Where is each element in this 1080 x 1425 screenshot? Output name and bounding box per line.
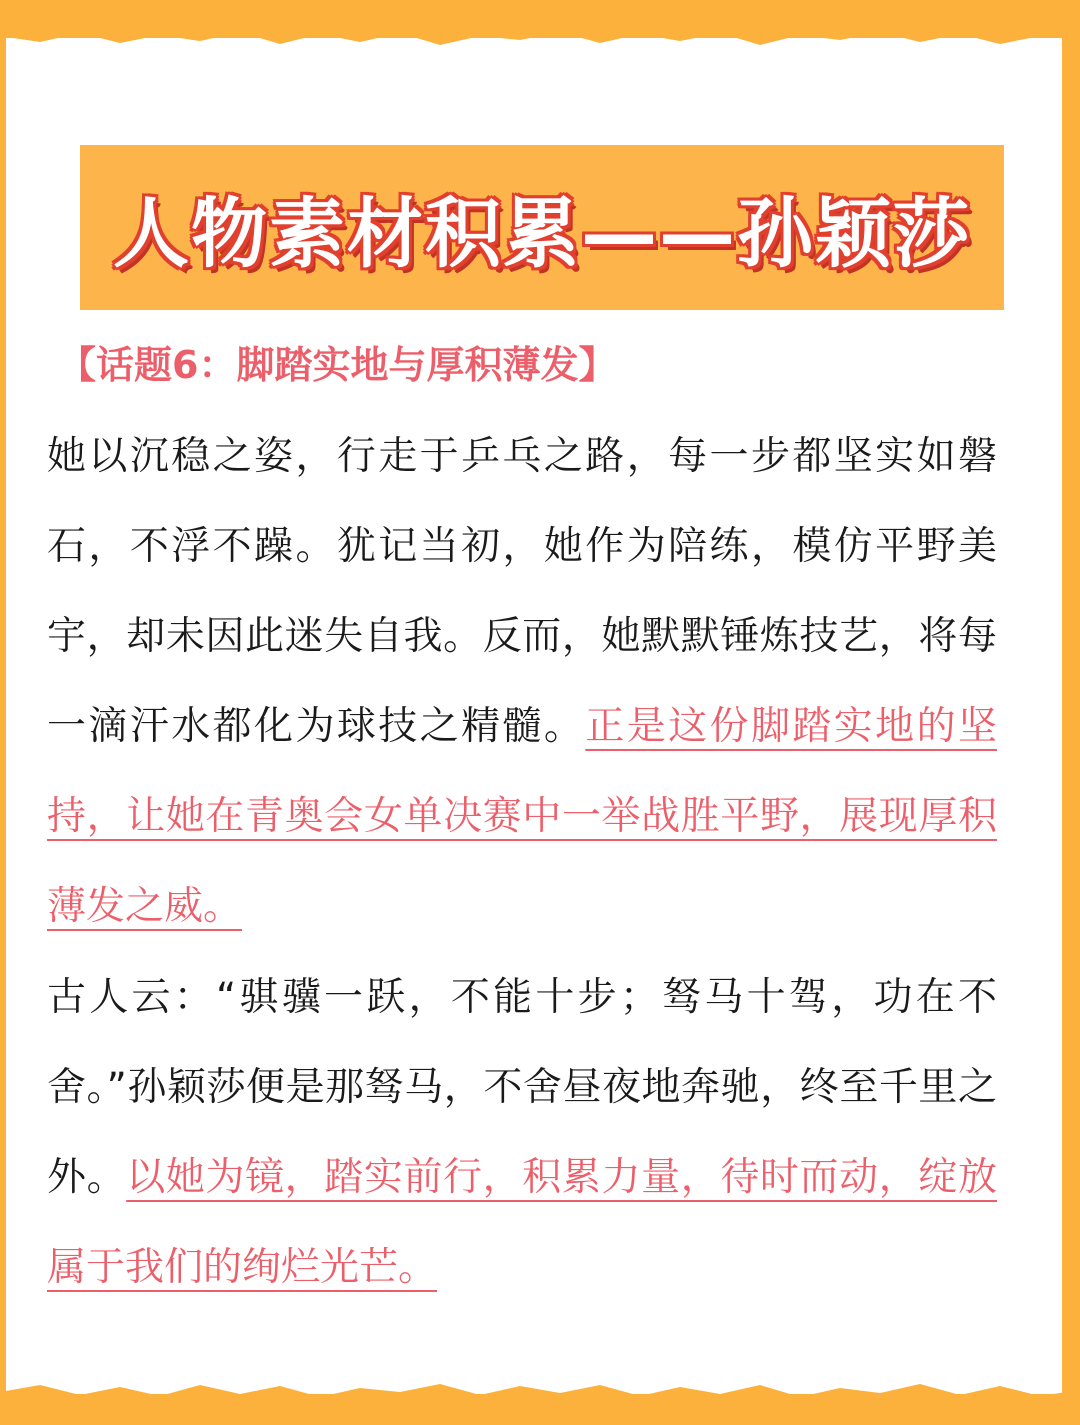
paragraph-2-highlight: 以她为镜，踏实前行，积累力量，待时而动，绽放属于我们的绚烂光芒。 [47,1155,997,1290]
page-title: 人物素材积累——孙颖莎 [113,189,971,278]
body-paragraph-1 [47,412,997,952]
paragraph-2-text: 古人云：“骐骥一跃，不能十步；驽马十驾，功在不舍。”孙颖莎便是那驽马，不舍昼夜地奔驰，终至千里之外。 [47,975,997,1200]
paragraph-1-text: 她以沉稳之姿，行走于乒乓之路，每一步都坚实如磐石，不浮不躁。犹记当初，她作为陪练，模仿平野美宇，却未因此迷失自我。反而，她默默锤炼技艺，将每一滴汗水都化为球技之精髓。 [47,434,997,749]
title-banner [80,145,1004,310]
topic-label: 【话题6：脚踏实地与厚积薄发】 [58,343,617,387]
body-paragraph-2 [47,953,997,1313]
torn-paper-bottom-edge [0,1370,1080,1410]
torn-paper-top-edge [0,18,1080,58]
paragraph-1-highlight: 正是这份脚踏实地的坚持，让她在青奥会女单决赛中一举战胜平野，展现厚积薄发之威。 [47,704,997,929]
